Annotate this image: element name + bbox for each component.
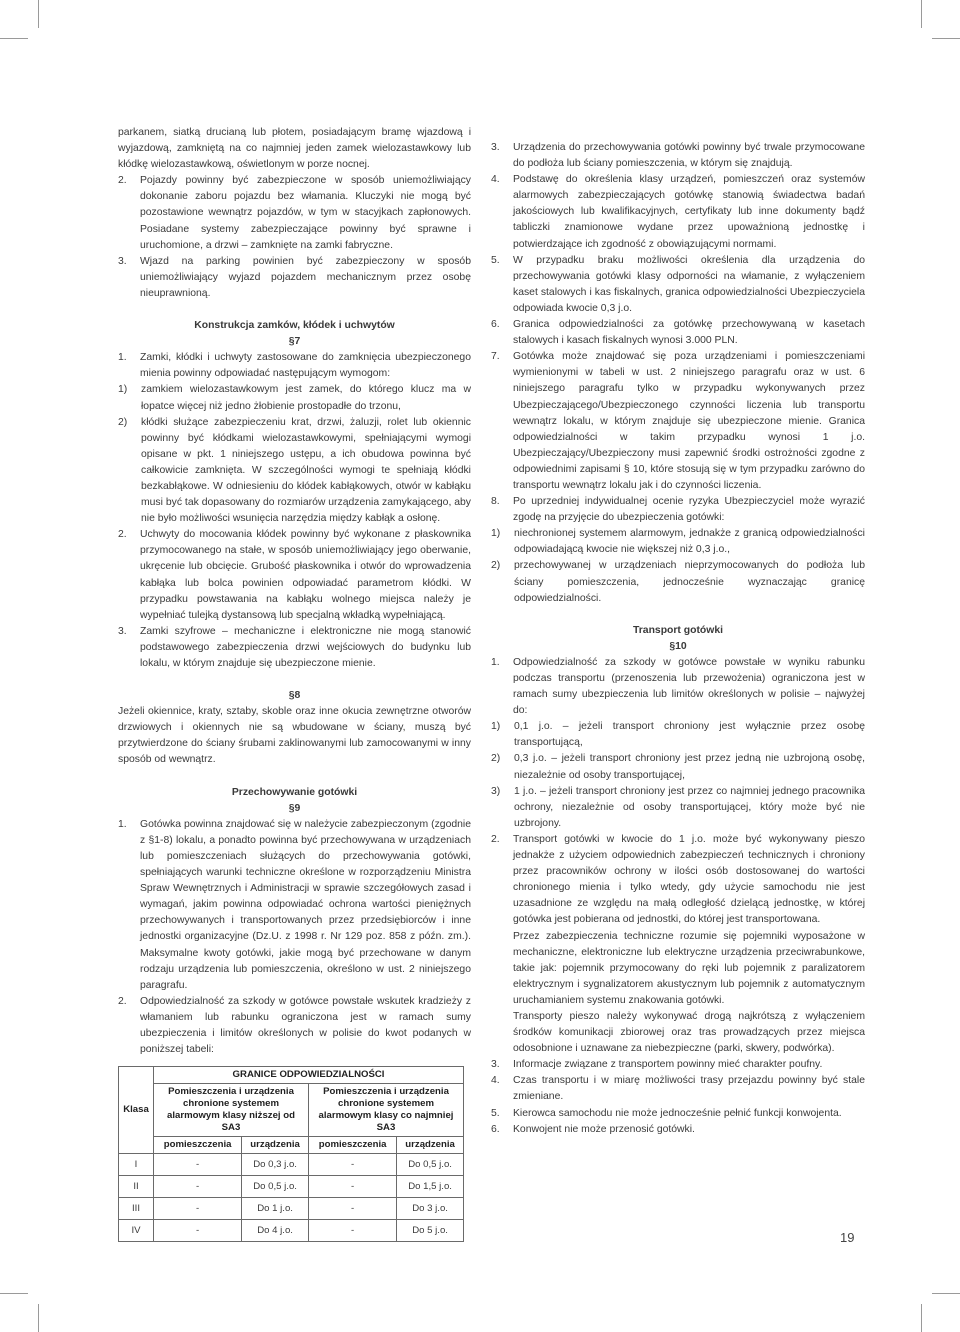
item-number: 1.: [118, 352, 127, 364]
item-text: Granica odpowiedzialności za gotówkę przechowywaną w kasetach stalowych i kasach fiskalnych wynosi 3.000 PLN.: [513, 319, 865, 347]
section-number: §9: [288, 802, 301, 814]
section-number: §7: [288, 336, 301, 348]
list-item: [118, 254, 471, 302]
crop-mark: [38, 1304, 39, 1332]
item-text: Transporty pieszo należy wykonywać drogą najkrótszą z wyłączeniem środków komunikacji zbiorowej oraz tras prowadzących przez miejsca odosobnione i uznawane za niebezpieczne (parki, skwery, podwórka).: [513, 1010, 865, 1055]
sub-item: [491, 751, 865, 783]
section-title: Transport gotówki: [632, 624, 724, 636]
item-number: 3.: [118, 625, 127, 637]
table-cell: Do 0,3 j.o.: [242, 1154, 309, 1176]
crop-mark: [921, 1304, 922, 1332]
list-item: [118, 350, 471, 382]
table-cell: Do 0,5 j.o.: [242, 1176, 309, 1198]
table-row: [119, 1176, 464, 1198]
section-title: Konstrukcja zamków, kłódek i uchwytów: [194, 320, 395, 332]
table-cell: -: [309, 1198, 397, 1220]
table-row: [119, 1198, 464, 1220]
item-text: Odpowiedzialność za szkody w gotówce powstałe wskutek kradzieży z włamaniem lub rabunku ograniczona jest w ramach sumy ubezpieczenia i limitów określonych w polisie do kwot podanych w poniższej tabeli:: [140, 995, 471, 1056]
sub-item: [118, 415, 471, 528]
list-item: [491, 172, 865, 252]
section-number: §10: [669, 640, 687, 652]
table-row: [119, 1154, 464, 1176]
sub-item-text: 0,3 j.o. – jeżeli transport chroniony jest przez jedną nie uzbrojoną osobę, niezależnie od osoby transportującej,: [514, 753, 865, 781]
sub-item: [118, 382, 471, 414]
crop-mark: [0, 38, 28, 39]
list-item: [491, 140, 865, 172]
table-cell: -: [309, 1220, 397, 1242]
item-number: 7.: [491, 351, 500, 363]
item-number: 2.: [118, 995, 127, 1007]
item-text: W przypadku braku możliwości określenia dla urządzenia do przechowywania gotówki klasy odporności na włamanie, z wyłączeniem kaset stalowych i kas fiskalnych, granica odpowiedzialności Ubezpieczyciela odpowiada kwocie 0,3 j.o.: [513, 254, 865, 314]
list-item: [491, 317, 865, 349]
table-cell: II: [119, 1176, 154, 1198]
table-cell: -: [309, 1154, 397, 1176]
item-number: 3.: [118, 255, 127, 267]
table-row: [119, 1220, 464, 1242]
table-group-header: Pomieszczenia i urządzenia chronione systemem alarmowym klasy niższej od SA3: [154, 1084, 309, 1137]
list-item: [491, 832, 865, 1057]
table-cell: -: [154, 1220, 242, 1242]
sub-item-text: 1 j.o. – jeżeli transport chroniony jest przez co najmniej jednego pracownika ochrony, niezależnie od osoby transportującej, który może być nie uzbrojony.: [514, 785, 865, 829]
list-item: [118, 994, 471, 1058]
paragraph: Jeżeli okiennice, kraty, sztaby, skoble oraz inne okucia zewnętrzne otworów drzwiowych i okiennych nie są wbudowane w ściany, muszą być przytwierdzone do ściany śrubami zaklinowanymi lub zamocowanymi w inny sposób od wewnątrz.: [118, 706, 471, 766]
sub-item: [491, 719, 865, 751]
table-cell: III: [119, 1198, 154, 1220]
item-number: 3.: [491, 1059, 500, 1071]
item-number: 4.: [491, 1075, 500, 1087]
sub-item: [491, 526, 865, 558]
item-number: 4.: [491, 174, 500, 186]
right-column: [491, 140, 865, 1138]
item-text: Uchwyty do mocowania kłódek powinny być wykonane z płaskownika przymocowanego na stałe, w sposób uniemożliwiający jego oberwanie, ukręcenie lub obcięcie. Grubość płaskownika i otwór do wprowadzenia kabłąka lub bolca powinien odpowiadać parametrom kłódki. W przypadku powstawania na kabłąku wolnego miejsca należy je wypełniać tulejką dystansową lub specjalną wkładką wypełniającą.: [140, 529, 471, 621]
page-number: 19: [840, 1230, 855, 1245]
item-number: 6.: [491, 1123, 500, 1135]
item-text: Informacje związane z transportem powinny mieć charakter poufny.: [513, 1059, 823, 1071]
list-item: [491, 494, 865, 526]
list-item: [118, 624, 471, 672]
sub-item-number: 3): [491, 785, 501, 797]
item-body: [513, 832, 865, 1057]
table-cell: Do 1 j.o.: [242, 1198, 309, 1220]
sub-item-number: 2): [491, 560, 501, 572]
item-number: 8.: [491, 496, 500, 508]
crop-mark: [38, 0, 39, 28]
sub-item-number: 1): [491, 528, 501, 540]
list-item: [118, 527, 471, 624]
item-text: Odpowiedzialność za szkody w gotówce powstałe w wyniku rabunku podczas transportu (przenoszenia lub przewożenia) ograniczona jest w ramach sumy ubezpieczenia lub limitów określonych w polisie – najwyżej do:: [513, 656, 865, 717]
table-cell: -: [154, 1198, 242, 1220]
table-cell: Do 0,5 j.o.: [397, 1154, 464, 1176]
section-number: §8: [288, 690, 301, 702]
table-cell: IV: [119, 1220, 154, 1242]
item-text: Konwojent nie może przenosić gotówki.: [513, 1123, 695, 1135]
item-number: 1.: [118, 818, 127, 830]
item-number: 5.: [491, 254, 500, 266]
sub-item-text: przechowywanej w urządzeniach nieprzymocowanych do podłoża lub ściany pomieszczenia, jednocześnie wyznaczając granicę odpowiedzialności.: [514, 560, 865, 604]
list-item: [491, 1122, 865, 1138]
item-text: Gotówka powinna znajdować się w należycie zabezpieczonym (zgodnie z §1-8) lokalu, a ponadto powinna być przechowywana w urządzeniach lub pomieszczeniach służących do przechowywania gotówki, spełniających warunki techniczne określone w rozporządzeniu Ministra Spraw Wewnętrznych i Administracji w sprawie szczegółowych zasad i wymagań, jakim powinna odpowiadać ochrona wartości pieniężnych przechowywanych i transportowanych przez przedsiębiorców i inne jednostki organizacyjne (Dz.U. z 1998 r. Nr 129 poz. 858 z późn. zm.). Maksymalne kwoty gotówki, jakie mogą być przechowane w danym rodzaju urządzenia lub pomieszczenia, określono w ust. 2 niniejszego paragrafu.: [140, 818, 471, 991]
item-number: 2.: [491, 833, 500, 845]
sub-item: [491, 784, 865, 832]
crop-mark: [932, 38, 960, 39]
list-item: [491, 1073, 865, 1105]
item-text: Urządzenia do przechowywania gotówki powinny być trwale przymocowane do podłoża lub ściany pomieszczenia, w którym się znajdują.: [513, 142, 865, 170]
list-item: [491, 349, 865, 494]
item-text: Podstawę do określenia klasy urządzeń, pomieszczeń oraz systemów alarmowych zabezpieczających gotówkę stanowią świadectwa badań jakościowych lub kwalifikacyjnych, certyfikaty lub inne dokumenty bądź tabliczki znamionowe wydane przez upoważnioną jednostkę i potwierdzające ich zgodność z obowiązującymi normami.: [513, 174, 865, 250]
table-cell: -: [154, 1176, 242, 1198]
item-text: Wjazd na parking powinien być zabezpieczony w sposób uniemożliwiający wyjazd pojazdem mechanicznym przez osobę nieuprawnioną.: [140, 255, 471, 299]
sub-item-number: 2): [118, 416, 128, 428]
table-cell: Do 4 j.o.: [242, 1220, 309, 1242]
item-number: 3.: [491, 142, 500, 153]
sub-item: [491, 558, 865, 606]
table-subheader: pomieszczenia: [309, 1137, 397, 1154]
item-text: Transport gotówki w kwocie do 1 j.o. może być wykonywany pieszo jednakże z użyciem odpowiednich zabezpieczeń technicznych i chroniony przez pracowników ochrony w ilości osób dostosowanej do wartości chronionego mienia i tylko wtedy, gdy użycie samochodu nie jest uzasadnione ze względu na małą odległość dzielącą jednostkę, w której gotówka jest pobierana od jednostki, do której jest transportowana.: [513, 833, 865, 926]
table-group-header: Pomieszczenia i urządzenia chronione systemem alarmowym klasy co najmniej SA3: [309, 1084, 464, 1137]
list-item: [118, 173, 471, 253]
table-cell: -: [309, 1176, 397, 1198]
table-cell: Do 3 j.o.: [397, 1198, 464, 1220]
item-text: Czas transportu i w miarę możliwości trasy przejazdu powinny być stale zmieniane.: [513, 1075, 865, 1103]
list-item: [491, 1106, 865, 1122]
crop-mark: [0, 1293, 28, 1294]
list-item: [491, 253, 865, 317]
table-cell: Do 1,5 j.o.: [397, 1176, 464, 1198]
sub-item-number: 2): [491, 753, 501, 765]
item-text: Po uprzedniej indywidualnej ocenie ryzyka Ubezpieczyciel może wyrazić zgodę na przyjęcie do ubezpieczenia gotówki:: [513, 496, 865, 524]
list-item: [118, 817, 471, 994]
crop-mark: [932, 1293, 960, 1294]
sub-item-number: 1): [491, 721, 501, 733]
item-text: Pojazdy powinny być zabezpieczone w sposób uniemożliwiający dokonanie zaboru pojazdu bez włamania. Kluczyki nie mogą być pozostawione wewnątrz pojazdów, w tym w stacyjkach zapłonowych. Posiadane systemy zabezpieczające powinny być sprawne i uruchomione, a drzwi – zamknięte na zamki fabryczne.: [140, 175, 471, 251]
item-number: 6.: [491, 319, 500, 331]
left-column: [118, 125, 471, 1242]
table-header-klasa: Klasa: [119, 1067, 154, 1154]
item-text: Zamki szyfrowe – mechaniczne i elektroniczne nie mogą stanowić podstawowego zabezpieczenia drzwi wejściowych do budynku lub lokalu, w którym znajduje się ubezpieczone mienie.: [140, 625, 471, 669]
list-item: [491, 1057, 865, 1073]
item-number: 5.: [491, 1107, 500, 1119]
item-number: 2.: [118, 529, 127, 541]
item-text: Gotówka może znajdować się poza urządzeniami i pomieszczeniami wymienionymi w tabeli w ust. 2 niniejszego paragrafu oraz w ust. 6 niniejszego paragrafu tylko w przypadku wykonywanych przez Ubezpieczającego/Ubezpieczonego czynności liczenia lub transportu wewnątrz lokalu, w którym znajduje się ubezpieczone mienie. Granica odpowiedzialności w takim przypadku wynosi 1 j.o. Ubezpieczający/Ubezpieczony musi zapewnić środki ostrożności zgodne z odpowiednimi zapisami § 10, które stosują się w tym przypadku zarówno do transportu wewnątrz lokalu jak i do czynności liczenia.: [513, 351, 865, 491]
sub-item-text: niechronionej systemem alarmowym, jednakże z granicą odpowiedzialności odpowiadającą kwocie nie większej niż 0,3 j.o.,: [514, 528, 865, 556]
table-subheader: pomieszczenia: [154, 1137, 242, 1154]
table-cell: I: [119, 1154, 154, 1176]
item-text: Zamki, kłódki i uchwyty zastosowane do zamknięcia ubezpieczonego mienia powinny odpowiadać następującym wymogom:: [140, 352, 471, 380]
sub-item-text: kłódki służące zabezpieczeniu krat, drzwi, żaluzji, rolet lub okiennic powinny być kłódkami wielozastawkowymi, spełniającymi wymogi opisane w pkt. 1 niniejszego ustępu, a ich obudowa powinna być całkowicie zamknięta. W szczególności wymogi te spełniają kłódki bezkabłąkowe. W odniesieniu do kłódek kabłąkowych, otwór w kabłąku musi być tak dopasowany do rozmiarów urządzenia zamykającego, aby nie było możliwości wsunięcia narzędzia między kabłąk a osłonę.: [141, 416, 471, 525]
table-subheader: urządzenia: [242, 1137, 309, 1154]
sub-item-number: 1): [118, 384, 128, 396]
item-number: 1.: [491, 656, 500, 668]
table-subheader: urządzenia: [397, 1137, 464, 1154]
section-title: Przechowywanie gotówki: [231, 786, 358, 798]
table-title: GRANICE ODPOWIEDZIALNOŚCI: [154, 1067, 464, 1084]
item-number: 2.: [118, 175, 127, 187]
item-text: Przez zabezpieczenia techniczne rozumie się pojemniki wyposażone w mechaniczne, elektroniczne lub elektryczne urządzenia przeciwrabunkowe, takie jak: pojemnik przymocowany do ręki lub pojemnik z paralizatorem elektrycznym i sygnalizatorem akustycznym lub pojemnik z automatycznym uruchamianiem systemu znakowania gotówki.: [513, 930, 865, 1006]
limits-table: [118, 1066, 464, 1242]
crop-mark: [921, 0, 922, 28]
paragraph: parkanem, siatką drucianą lub płotem, posiadającym bramę wjazdową i wyjazdową, zamkniętą na co najmniej jeden zamek wielozastawkowy lub kłódkę wielozastawkową, oświetlonym w porze nocnej.: [118, 127, 471, 171]
sub-item-text: zamkiem wielozastawkowym jest zamek, do którego klucz ma w łopatce więcej niż jedno żłobienie prostopadłe do trzonu,: [141, 384, 471, 412]
list-item: [491, 655, 865, 719]
table-cell: Do 5 j.o.: [397, 1220, 464, 1242]
sub-item-text: 0,1 j.o. – jeżeli transport chroniony jest wyłącznie przez osobę transportującą,: [514, 721, 865, 749]
table-cell: -: [154, 1154, 242, 1176]
item-text: Kierowca samochodu nie może jednocześnie pełnić funkcji konwojenta.: [513, 1107, 842, 1119]
